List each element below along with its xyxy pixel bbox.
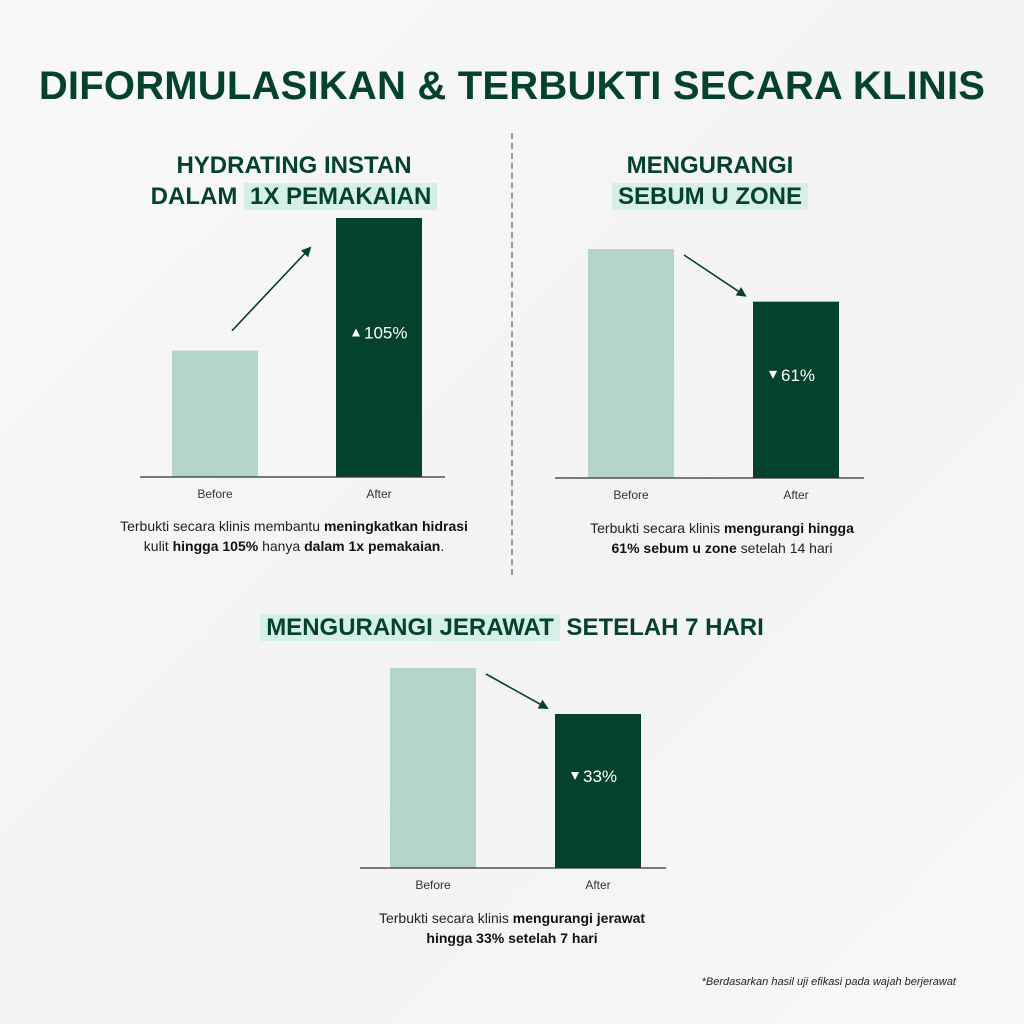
caption-text: Terbukti secara klinis [590,520,724,536]
x-tick-label: After [366,487,392,501]
bar-before [588,249,674,478]
caption-bold: 61% sebum u zone [611,540,737,556]
panel-1-title-highlight: 1X PEMAKAIAN [244,183,437,210]
panel-2-caption-line2 [512,538,932,558]
panel-1-caption-line2 [60,536,528,556]
panel-2-title-highlight: SEBUM U ZONE [612,183,808,210]
chart-1 [140,218,445,501]
caption-bold: hingga 105% [172,538,259,554]
x-tick-label: After [585,878,611,892]
change-arrow [486,674,547,708]
panel-2-caption [512,518,932,558]
panel-2-title-line1: MENGURANGI [626,152,794,179]
panel-3-caption-line1 [300,908,724,928]
footnote: *Berdasarkan hasil uji efikasi pada wajah berjerawat [701,976,956,988]
change-arrow [232,248,310,331]
bar-after [753,302,839,478]
caption-text: Terbukti secara klinis [378,910,513,926]
chart-3 [360,668,666,892]
caption-text: kulit [143,538,173,554]
bar-before [172,351,258,477]
caption-text: Terbukti secara klinis membantu [120,518,324,534]
caption-text: setelah 14 hari [736,540,833,556]
caption-text: hanya [258,538,305,554]
bar-after [555,714,641,868]
panel-1-title-line1: HYDRATING INSTAN [176,152,412,179]
value-label: 33% [583,767,618,786]
panel-3-caption [300,908,724,948]
page-title: DIFORMULASIKAN & TERBUKTI SECARA KLINIS [38,64,986,108]
panel-1-caption-line1 [60,516,528,536]
x-tick-label: After [783,488,809,502]
x-tick-label: Before [415,878,451,892]
caption-bold: mengurangi hingga [723,520,854,536]
caption-text: . [440,538,445,554]
caption-bold: meningkatkan hidrasi [323,518,468,534]
caption-bold: hingga 33% setelah 7 hari [426,930,598,946]
value-label: 61% [781,365,816,385]
panel-1-title-plain: DALAM [150,183,244,210]
panel-1-caption [60,516,528,556]
x-tick-label: Before [613,488,649,502]
x-tick-label: Before [197,487,233,501]
chart-2 [555,249,864,502]
value-label: 105% [364,323,408,343]
panel-3-title-highlight: MENGURANGI JERAWAT [260,614,560,641]
change-arrow [684,255,745,296]
bar-after [336,218,422,477]
panel-3-caption-line2 [300,928,724,948]
caption-bold: mengurangi jerawat [512,910,646,926]
panel-3-title-plain: SETELAH 7 HARI [559,614,764,641]
caption-bold: dalam 1x pemakaian [304,538,441,554]
bar-before [390,668,476,868]
panel-2-caption-line1 [512,518,932,538]
